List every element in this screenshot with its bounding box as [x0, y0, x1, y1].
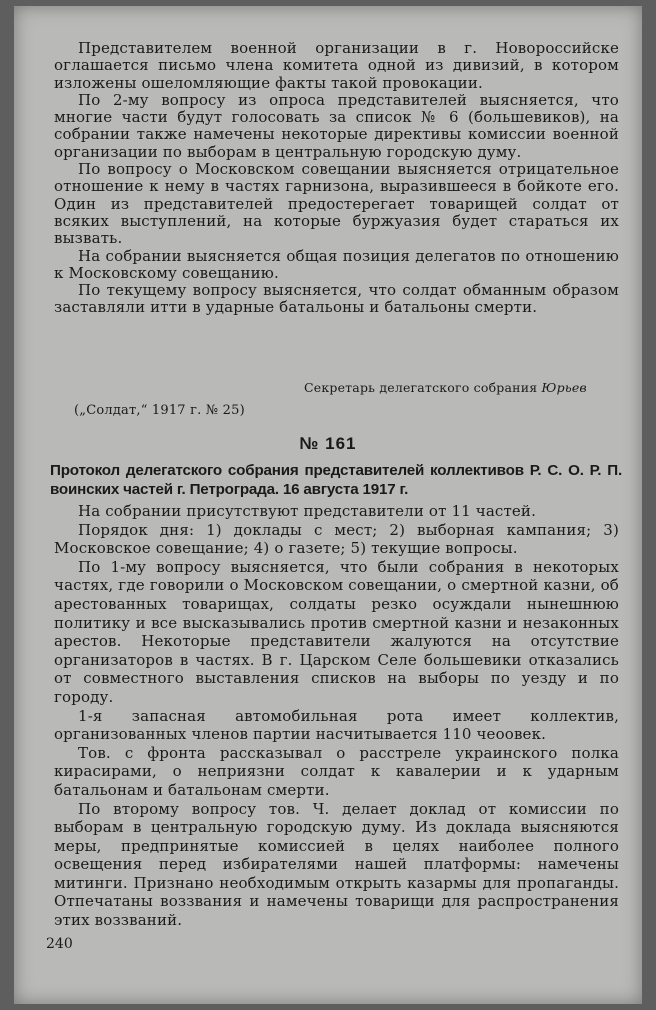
paragraph: Порядок дня: 1) доклады с мест; 2) выборная кампания; 3) Московское совещание; 4) о газете; 5) текущие вопросы. [54, 520, 619, 558]
paragraph: Представителем военной организации в г. Новороссийске оглашается письмо члена комитета одной из дивизий, в котором изложены ошеломляющие факты такой провокации. [54, 39, 619, 92]
paragraph: На собрании выясняется общая позиция делегатов по отношению к Московскому совещанию. [54, 246, 619, 282]
paragraph: По 1-му вопросу выясняется, что были собрания в некоторых частях, где говорили о Московском совещании, о смертной казни, об арестованных товарищах, солдаты резко осуждали нынешнюю политику и все высказывались против смертной казни и незаконных арестов. Некоторые представители жалуются на отсутствие организаторов в частях. В г. Царском Селе большевики отказались от совместного выставления списков на выборы по уезду и по городу. [54, 557, 619, 706]
text-block-upper [54, 40, 619, 317]
paragraph: По 2-му вопросу из опроса представителей выясняется, что многие части будут голосовать за список № 6 (большевиков), на собрании также намечены некоторые директивы комиссии военной организации по выборам в центральную городскую думу. [54, 90, 619, 161]
document-number: № 161 [299, 434, 357, 453]
paragraph: На собрании присутствуют представители от 11 частей. [78, 502, 536, 520]
document-heading: Протокол делегатского собрания представителей коллективов Р. С. О. Р. П. воинских частей г. Петрограда. 16 августа 1917 г. [50, 462, 622, 498]
paragraph: По текущему вопросу выясняется, что солдат обманным образом заставляли итти в ударные батальоны и батальоны смерти. [54, 281, 619, 317]
page-number: 240 [46, 936, 73, 952]
paragraph: По вопросу о Московском совещании выясняется отрицательное отношение к нему в частях гарнизона, выразившееся в бойкоте его. Один из представителей предостерегает товарищей солдат от всяких выступлений, на которые буржуазия будет стараться их вызвать. [54, 160, 619, 248]
book-page [14, 6, 642, 1004]
paragraph: По второму вопросу тов. Ч. делает доклад от комиссии по выборам в центральную городскую думу. Из доклада выясняются меры, предпринятые комиссией в целях наиболее полного освещения перед избирателями нашей платформы: намечены митинги. Признано необходимым открыть казармы для пропаганды. Отпечатаны воззвания и намечены товарищи для распространения этих воззваний. [54, 799, 619, 930]
signature-name: Юрьев [541, 380, 587, 395]
source-citation: („Солдат,“ 1917 г. № 25) [74, 403, 245, 418]
paragraph: Тов. с фронта рассказывал о расстреле украинского полка кирасирами, о неприязни солдат к кавалерии и к ударным батальонам и батальонам смерти. [54, 743, 619, 799]
signature-role: Секретарь делегатского собрания [304, 380, 538, 395]
text-block-lower [54, 502, 619, 930]
paragraph: 1-я запасная автомобильная рота имеет коллектив, организованных членов партии насчитывается 110 чеоовек. [54, 706, 619, 744]
signature-line [304, 380, 587, 395]
